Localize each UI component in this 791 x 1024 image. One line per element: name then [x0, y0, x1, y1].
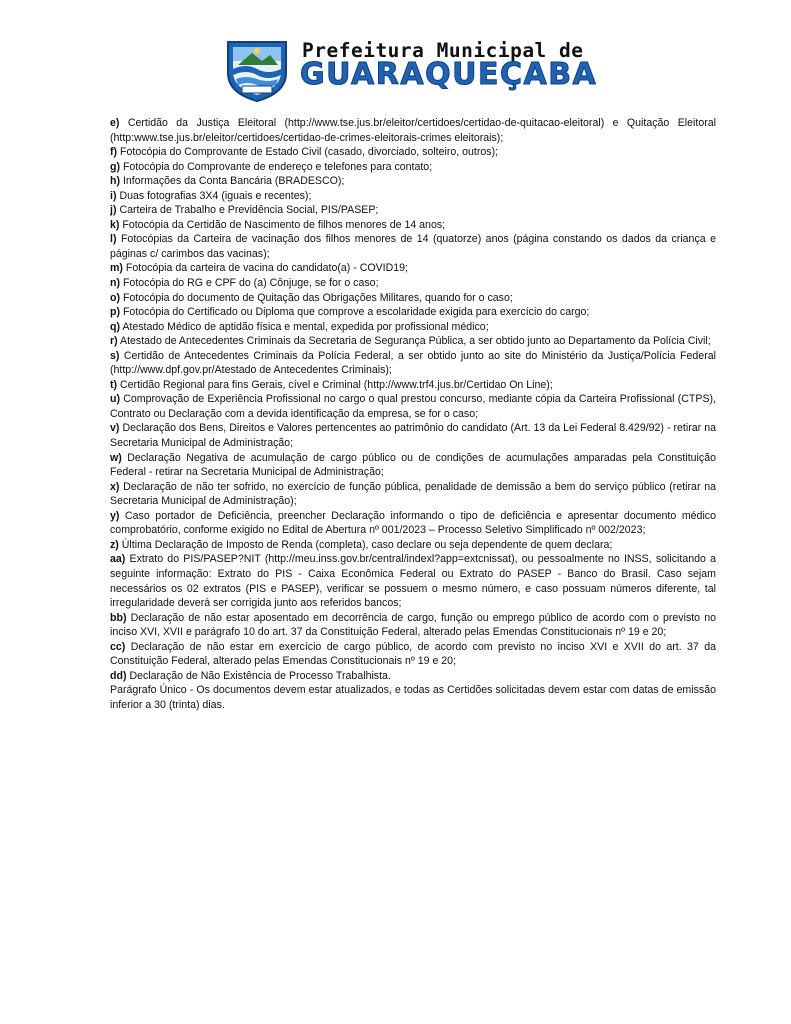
item-letter: u): [110, 393, 120, 406]
item-text: Certidão de Antecedentes Criminais da Polícia Federal, a ser obtido junto ao site do Ministério da Justiça/Polícia Federal (http://www.dpf.gov.pr/Atestado de Antecedentes Criminais);: [110, 349, 716, 377]
list-item-p: [110, 305, 716, 320]
letterhead-line-1: Prefeitura Municipal de: [302, 39, 584, 62]
item-text: Fotocópia do Certificado ou Diploma que comprove a escolaridade exigida para exercício do cargo;: [122, 306, 590, 319]
item-text: Comprovação de Experiência Profissional no cargo o qual prestou concurso, mediante cópia da Carteira Profissional (CTPS), Contrato ou Declaração com a devida identificação da empresa, se for o caso;: [110, 393, 716, 420]
item-letter: dd): [110, 669, 127, 682]
item-text: Última Declaração de Imposto de Renda (completa), caso declare ou seja dependente de quem declara;: [121, 538, 613, 551]
list-item-g: [110, 160, 716, 175]
item-letter: v): [110, 422, 120, 435]
item-text: Atestado Médico de aptidão física e mental, expedida por profissional médico;: [122, 320, 489, 333]
item-letter: p): [110, 306, 120, 319]
item-letter: j): [110, 204, 117, 217]
item-letter: k): [110, 218, 120, 231]
item-letter: o): [110, 291, 120, 304]
list-item-e: [110, 116, 716, 145]
list-item-t: [110, 378, 716, 393]
list-item-u: [110, 392, 716, 421]
letterhead-city-name: GUARAQUEÇABA: [300, 57, 598, 92]
item-text: Carteira de Trabalho e Previdência Social, PIS/PASEP;: [119, 204, 379, 217]
item-letter: r): [110, 335, 118, 348]
item-letter: cc): [110, 640, 126, 653]
item-letter: l): [110, 233, 117, 246]
list-item-h: [110, 174, 716, 189]
list-item-x: [110, 480, 716, 509]
item-text: Fotocópia do Comprovante de endereço e telefones para contato;: [122, 160, 433, 173]
list-item-m: [110, 261, 716, 276]
letterhead: [224, 37, 598, 103]
list-item-bb: [110, 611, 716, 640]
item-text: Atestado de Antecedentes Criminais da Secretaria de Segurança Pública, a ser obtido junto ao Departamento da Polícia Civil;: [120, 335, 711, 348]
item-text: Declaração dos Bens, Direitos e Valores pertencentes ao patrimônio do candidato (Art. 13 da Lei Federal 8.429/92) - retirar na Secretaria Municipal de Administração;: [110, 422, 716, 450]
item-text: Declaração Negativa de acumulação de cargo público ou de condições de acumulações amparadas pela Constituição Federal - retirar na Secretaria Municipal de Administração;: [110, 451, 716, 479]
document-body: [110, 116, 716, 712]
item-text: Fotocópia do Comprovante de Estado Civil (casado, divorciado, solteiro, outros);: [120, 146, 499, 159]
list-item-l: [110, 232, 716, 261]
item-letter: h): [110, 175, 120, 188]
item-text: Fotocópias da Carteira de vacinação dos filhos menores de 14 (quatorze) anos (página constando os dados da criança e páginas c/ carimbos das vacinas);: [110, 233, 716, 260]
list-item-o: [110, 291, 716, 306]
item-letter: x): [110, 480, 120, 493]
list-item-aa: [110, 552, 716, 610]
item-letter: i): [110, 189, 117, 202]
item-letter: s): [110, 349, 120, 362]
list-item-cc: [110, 640, 716, 669]
item-text: Caso portador de Deficiência, preencher Declaração informando o tipo de deficiência e apresentar documento médico comprobatório, conforme exigido no Edital de Abertura nº 001/2023 – Processo Seletivo Simplificado nº 002/2023;: [110, 509, 716, 537]
item-text: Extrato do PIS/PASEP?NIT (http://meu.inss.gov.br/central/indexl?app=extcnissat), ou pessoalmente no INSS, solicitando a seguinte informação: Extrato do PIS - Caixa Econômica Federal ou Extrato do PASEP - Banco do Brasil. Caso sejam necessários os 02 extratos (PIS e PASEP), verificar se possuem o mesmo número, e caso possuam números diferente, tal irregularidade deverá ser corrigida junto aos referidos bancos;: [110, 553, 716, 610]
item-letter: w): [110, 451, 122, 464]
list-item-y: [110, 509, 716, 538]
list-item-w: [110, 451, 716, 480]
list-item-n: [110, 276, 716, 291]
item-text: Declaração de Não Existência de Processo Trabalhista.: [129, 669, 391, 682]
item-text: Fotocópia do documento de Quitação das Obrigações Militares, quando for o caso;: [122, 291, 513, 304]
item-text: Fotocópia da Certidão de Nascimento de filhos menores de 14 anos;: [122, 218, 446, 231]
item-text: Fotocópia do RG e CPF do (a) Cônjuge, se for o caso;: [122, 277, 379, 290]
item-text: Certidão da Justiça Eleitoral (http://www.tse.jus.br/eleitor/certidoes/certidao-de-quitacao-eleitoral) e Quitação Eleitoral (http:www.tse.jus.br/eleitor/certidoes/certidao-de-crimes-eleitorais-crimes eleitorais);: [110, 117, 716, 144]
item-letter: y): [110, 509, 120, 522]
list-item-r: [110, 334, 716, 349]
item-letter: f): [110, 146, 118, 159]
item-letter: t): [110, 378, 118, 391]
list-item-f: [110, 145, 716, 160]
municipal-crest-icon: [224, 39, 290, 103]
list-item-z: [110, 538, 716, 553]
item-text: Certidão Regional para fins Gerais, cível e Criminal (http://www.trf4.jus.br/Certidao On Line);: [120, 378, 553, 391]
item-text: Fotocópia da carteira de vacina do candidato(a) - COVID19;: [125, 262, 408, 275]
item-letter: aa): [110, 553, 126, 566]
item-letter: e): [110, 117, 120, 129]
item-text: Duas fotografias 3X4 (iguais e recentes);: [119, 189, 312, 202]
item-text: Declaração de não estar aposentado em decorrência de cargo, função ou emprego público de acordo com o previsto no inciso XVI, XVII e parágrafo 10 do art. 37 da Constituição Federal, alterado pelas Emendas Constitucionais nº 19 e 20;: [110, 611, 716, 639]
item-text: Informações da Conta Bancária (BRADESCO);: [122, 175, 345, 188]
list-item-dd: [110, 669, 716, 684]
item-letter: g): [110, 160, 120, 173]
item-letter: bb): [110, 611, 127, 624]
item-letter: q): [110, 320, 120, 333]
closing-paragraph: Parágrafo Único - Os documentos devem estar atualizados, e todas as Certidões solicitadas devem estar com datas de emissão inferior a 30 (trinta) dias.: [110, 684, 716, 711]
item-text: Declaração de não estar em exercício de cargo público, de acordo com previsto no inciso XVI e XVII do art. 37 da Constituição Federal, alterado pelas Emendas Constitucionais nº 19 e 20;: [110, 640, 716, 668]
list-item-q: [110, 320, 716, 335]
list-item-k: [110, 218, 716, 233]
item-text: Declaração de não ter sofrido, no exercício de função pública, penalidade de demissão a bem do serviço público (retirar na Secretaria Municipal de Administração);: [110, 480, 716, 508]
item-letter: z): [110, 538, 119, 551]
list-item-s: [110, 349, 716, 378]
list-item-v: [110, 421, 716, 450]
item-letter: m): [110, 262, 123, 275]
list-item-i: [110, 189, 716, 204]
item-letter: n): [110, 277, 120, 290]
list-item-j: [110, 203, 716, 218]
